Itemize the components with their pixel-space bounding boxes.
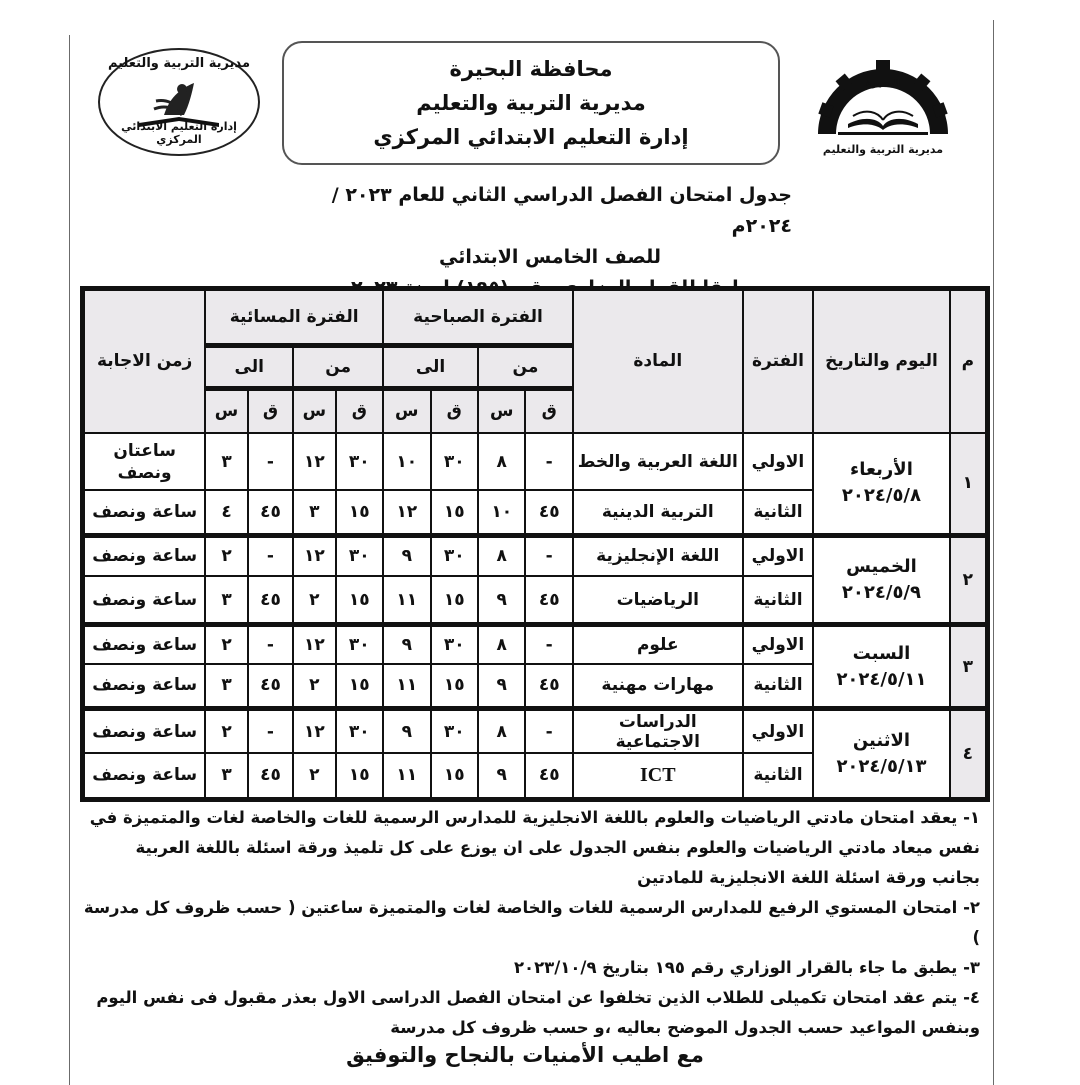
header-evening-to: الى: [205, 345, 293, 388]
period-cell: الاولي: [743, 625, 814, 664]
closing-wishes: مع اطيب الأمنيات بالنجاح والتوفيق: [346, 1043, 704, 1067]
header-morning-from: من: [478, 345, 573, 388]
row-number: ٤: [950, 709, 986, 798]
morning-to-hour: ١٠: [383, 433, 430, 490]
evening-to-minute: ٤٥: [248, 490, 293, 535]
duration-cell: ساعة ونصف: [84, 664, 205, 709]
header-day-date: اليوم والتاريخ: [813, 290, 949, 433]
subject-cell: اللغة الإنجليزية: [573, 535, 743, 576]
svg-text:البحيرة: البحيرة: [865, 78, 901, 89]
subject-cell: اللغة العربية والخط: [573, 433, 743, 490]
directorate-name: مديرية التربية والتعليم: [416, 91, 646, 115]
row-number: ١: [950, 433, 986, 535]
morning-to-hour: ١١: [383, 664, 430, 709]
morning-from-minute: ٤٥: [525, 664, 572, 709]
evening-from-minute: ٣٠: [336, 535, 383, 576]
header-evening: الفترة المسائية: [205, 290, 383, 345]
day-name: الخميس: [846, 555, 917, 577]
duration-cell: ساعة ونصف: [84, 625, 205, 664]
evening-from-hour: ٣: [293, 490, 335, 535]
subject-cell: علوم: [573, 625, 743, 664]
page-edge-right: [993, 20, 994, 1085]
note-1: ١- يعقد امتحان مادتي الرياضيات والعلوم باللغة الانجليزية للمدارس الرسمية للغات والخاصة لغات والمتميزة في نفس ميعاد مادتي الرياضيات والعلوم بنفس الجدول على ان يوزع على كل تلميذ ورقة اسئلة باللغة العربية بجانب ورقة اسئلة اللغة الانجليزية للمادتين: [89, 808, 980, 887]
duration-cell: ساعة ونصف: [84, 709, 205, 753]
evening-from-minute: ١٥: [336, 664, 383, 709]
header-minute: ق: [336, 388, 383, 433]
evening-to-hour: ٢: [205, 709, 247, 753]
day-date-cell: [813, 535, 949, 625]
morning-from-hour: ١٠: [478, 490, 525, 535]
duration-cell: ساعتان ونصف: [84, 433, 205, 490]
day-date-cell: [813, 625, 949, 709]
row-number: ٣: [950, 625, 986, 709]
duration-cell: ساعة ونصف: [84, 535, 205, 576]
evening-to-minute: -: [248, 433, 293, 490]
morning-from-hour: ٨: [478, 535, 525, 576]
header-period: الفترة: [743, 290, 814, 433]
directorate-logo-left: [98, 48, 260, 156]
morning-to-minute: ٣٠: [431, 625, 478, 664]
evening-to-hour: ٣: [205, 433, 247, 490]
period-cell: الثانية: [743, 490, 814, 535]
exam-date: ٢٠٢٤/٥/٨: [841, 485, 921, 507]
evening-from-minute: ١٥: [336, 490, 383, 535]
morning-from-hour: ٩: [478, 664, 525, 709]
exam-date: ٢٠٢٤/٥/٩: [841, 581, 921, 603]
duration-cell: ساعة ونصف: [84, 753, 205, 798]
evening-to-hour: ٢: [205, 535, 247, 576]
morning-from-minute: -: [525, 535, 572, 576]
evening-to-hour: ٢: [205, 625, 247, 664]
morning-to-hour: ٩: [383, 625, 430, 664]
morning-from-hour: ٩: [478, 576, 525, 625]
row-number: ٢: [950, 535, 986, 625]
header-hour: س: [293, 388, 335, 433]
grade-title: للصف الخامس الابتدائي: [439, 246, 661, 268]
morning-to-minute: ١٥: [431, 576, 478, 625]
logo-left-bottom-text: إدارة التعليم الابتدائي المركزي: [121, 120, 237, 146]
header-morning-to: الى: [383, 345, 478, 388]
table-row: [84, 535, 986, 576]
morning-from-minute: ٤٥: [525, 576, 572, 625]
day-name: الاثنين: [852, 730, 911, 752]
morning-from-hour: ٨: [478, 625, 525, 664]
duration-cell: ساعة ونصف: [84, 490, 205, 535]
evening-from-hour: ١٢: [293, 535, 335, 576]
morning-from-minute: ٤٥: [525, 753, 572, 798]
evening-from-minute: ١٥: [336, 576, 383, 625]
header-num: م: [950, 290, 986, 433]
exam-date: ٢٠٢٤/٥/١١: [836, 668, 927, 690]
evening-to-minute: ٤٥: [248, 576, 293, 625]
period-cell: الاولي: [743, 709, 814, 753]
header-hour: س: [383, 388, 430, 433]
header-hour: س: [205, 388, 247, 433]
exam-schedule-table: [80, 286, 990, 802]
day-date-cell: [813, 709, 949, 798]
day-date-cell: [813, 433, 949, 535]
duration-cell: ساعة ونصف: [84, 576, 205, 625]
subject-cell: مهارات مهنية: [573, 664, 743, 709]
morning-to-hour: ٩: [383, 535, 430, 576]
evening-from-minute: ٣٠: [336, 433, 383, 490]
header-duration: زمن الاجابة: [84, 290, 205, 433]
morning-from-minute: -: [525, 625, 572, 664]
note-4: ٤- يتم عقد امتحان تكميلى للطلاب الذين تخلفوا عن امتحان الفصل الدراسى الاول بعذر مقبول فى نفس اليوم وبنفس المواعيد حسب الجدول الموضح بعاليه ،و حسب ظروف كل مدرسة: [96, 988, 980, 1037]
day-name: السبت: [852, 642, 911, 664]
page-edge-left: [69, 35, 70, 1085]
directorate-logo-right: [808, 46, 958, 156]
morning-to-hour: ١١: [383, 576, 430, 625]
subject-cell: التربية الدينية: [573, 490, 743, 535]
morning-to-minute: ١٥: [431, 753, 478, 798]
header-subject: المادة: [573, 290, 743, 433]
logo-right-caption: مديرية التربية والتعليم: [822, 143, 944, 156]
period-cell: الاولي: [743, 535, 814, 576]
exam-schedule-title: جدول امتحان الفصل الدراسي الثاني للعام ٢٠٢٣ / ٢٠٢٤م: [331, 184, 792, 237]
evening-to-hour: ٣: [205, 664, 247, 709]
morning-from-hour: ٨: [478, 709, 525, 753]
header-minute: ق: [248, 388, 293, 433]
header-hour: س: [478, 388, 525, 433]
note-3: ٣- يطبق ما جاء بالقرار الوزاري رقم ١٩٥ بتاريخ ٢٠٢٣/١٠/٩: [513, 958, 980, 977]
evening-to-minute: -: [248, 535, 293, 576]
morning-to-minute: ٣٠: [431, 709, 478, 753]
morning-to-minute: ٣٠: [431, 433, 478, 490]
evening-to-hour: ٣: [205, 576, 247, 625]
evening-from-minute: ٣٠: [336, 709, 383, 753]
logo-left-top-text: مديرية التربية والتعليم: [107, 56, 251, 71]
table-row: [84, 625, 986, 664]
header-box: [282, 41, 780, 165]
evening-to-minute: ٤٥: [248, 664, 293, 709]
evening-from-hour: ٢: [293, 576, 335, 625]
table-row: [84, 709, 986, 753]
morning-to-hour: ١٢: [383, 490, 430, 535]
period-cell: الثانية: [743, 753, 814, 798]
morning-to-hour: ١١: [383, 753, 430, 798]
morning-to-minute: ١٥: [431, 664, 478, 709]
header-minute: ق: [525, 388, 572, 433]
morning-from-minute: ٤٥: [525, 490, 572, 535]
evening-from-minute: ١٥: [336, 753, 383, 798]
period-cell: الاولي: [743, 433, 814, 490]
morning-to-hour: ٩: [383, 709, 430, 753]
period-cell: الثانية: [743, 664, 814, 709]
morning-from-hour: ٨: [478, 433, 525, 490]
header-minute: ق: [431, 388, 478, 433]
table-row: [84, 433, 986, 490]
period-cell: الثانية: [743, 576, 814, 625]
evening-from-hour: ١٢: [293, 625, 335, 664]
notes-section: [82, 803, 980, 1043]
morning-from-minute: -: [525, 709, 572, 753]
evening-to-minute: -: [248, 709, 293, 753]
evening-to-minute: -: [248, 625, 293, 664]
header-evening-from: من: [293, 345, 383, 388]
administration-name: إدارة التعليم الابتدائي المركزي: [373, 125, 689, 149]
morning-to-minute: ٣٠: [431, 535, 478, 576]
evening-from-hour: ٢: [293, 664, 335, 709]
morning-from-minute: -: [525, 433, 572, 490]
evening-from-hour: ١٢: [293, 433, 335, 490]
note-2: ٢- امتحان المستوي الرفيع للمدارس الرسمية للغات والخاصة لغات والمتميزة ساعتين ( حسب ظروف كل مدرسة ): [83, 898, 980, 947]
header-morning: الفترة الصباحية: [383, 290, 573, 345]
governorate-name: محافظة البحيرة: [449, 57, 613, 81]
exam-date: ٢٠٢٤/٥/١٣: [836, 756, 927, 778]
subject-cell: الرياضيات: [573, 576, 743, 625]
subject-cell: ICT: [573, 753, 743, 798]
evening-to-hour: ٤: [205, 490, 247, 535]
evening-from-minute: ٣٠: [336, 625, 383, 664]
morning-to-minute: ١٥: [431, 490, 478, 535]
evening-from-hour: ٢: [293, 753, 335, 798]
day-name: الأربعاء: [850, 459, 913, 481]
subject-cell: الدراسات الاجتماعية: [573, 709, 743, 753]
evening-to-minute: ٤٥: [248, 753, 293, 798]
morning-from-hour: ٩: [478, 753, 525, 798]
evening-from-hour: ١٢: [293, 709, 335, 753]
evening-to-hour: ٣: [205, 753, 247, 798]
gear-book-icon: [808, 46, 958, 138]
